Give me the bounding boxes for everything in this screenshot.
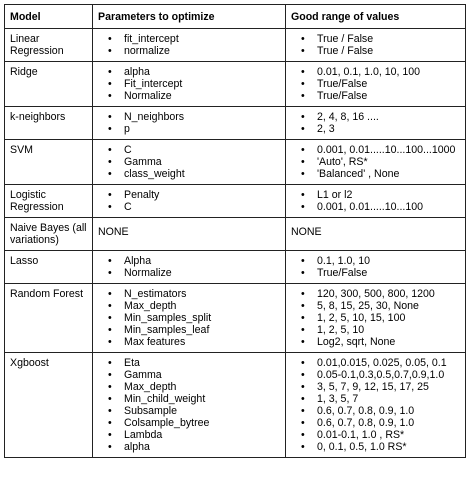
bullet-icon: • [108, 357, 112, 369]
values-item-text: L1 or l2 [317, 189, 353, 201]
table-body [5, 29, 466, 458]
list-item [291, 66, 460, 78]
list-item [291, 357, 460, 369]
bullet-icon: • [108, 267, 112, 279]
values-item-text: 2, 3 [317, 123, 335, 135]
values-item-text: True / False [317, 33, 374, 45]
values-item-text: 5, 8, 15, 25, 30, None [317, 300, 419, 312]
list-item [98, 417, 280, 429]
bullet-icon: • [301, 357, 305, 369]
list-item [291, 123, 460, 135]
model-cell: Linear Regression [5, 29, 93, 62]
bullet-icon: • [301, 381, 305, 393]
table-row [5, 185, 466, 218]
bullet-icon: • [301, 300, 305, 312]
bullet-icon: • [301, 369, 305, 381]
values-item-text: 0.6, 0.7, 0.8, 0.9, 1.0 [317, 405, 415, 417]
list-item [291, 168, 460, 180]
table-container [4, 4, 465, 458]
bullet-icon: • [108, 255, 112, 267]
list-item [98, 300, 280, 312]
values-cell [286, 140, 466, 185]
bullet-icon: • [301, 144, 305, 156]
bullet-icon: • [108, 78, 112, 90]
parameters-cell [93, 284, 286, 353]
parameters-item-text: Max features [124, 336, 186, 348]
bullet-icon: • [301, 417, 305, 429]
bullet-icon: • [108, 90, 112, 102]
values-item-text: True/False [317, 267, 368, 279]
bullet-icon: • [108, 300, 112, 312]
parameters-item-text: Colsample_bytree [124, 417, 210, 429]
bullet-icon: • [301, 429, 305, 441]
values-item-text: True / False [317, 45, 374, 57]
bullet-icon: • [301, 267, 305, 279]
list-item [291, 90, 460, 102]
bullet-icon: • [301, 288, 305, 300]
header-row [5, 5, 466, 29]
list-item [98, 144, 280, 156]
parameters-item-text: Subsample [124, 405, 177, 417]
values-item-text: 1, 3, 5, 7 [317, 393, 359, 405]
bullet-icon: • [108, 156, 112, 168]
values-item-text: 0.001, 0.01.....10...100...1000 [317, 144, 456, 156]
list-item [98, 255, 280, 267]
list-item [291, 201, 460, 213]
values-item-text: 0.001, 0.01.....10...100 [317, 201, 424, 213]
list-item [98, 66, 280, 78]
parameters-item-text: Fit_intercept [124, 78, 183, 90]
parameters-item-text: Normalize [124, 267, 172, 279]
bullet-icon: • [108, 441, 112, 453]
bullet-icon: • [301, 78, 305, 90]
values-list [291, 66, 460, 102]
values-item-text: 'Balanced' , None [317, 168, 400, 180]
parameters-item-text: Gamma [124, 369, 162, 381]
bullet-icon: • [108, 324, 112, 336]
parameters-item-text: Normalize [124, 90, 172, 102]
parameters-item-text: Min_child_weight [124, 393, 206, 405]
bullet-icon: • [108, 66, 112, 78]
bullet-icon: • [108, 429, 112, 441]
bullet-icon: • [108, 168, 112, 180]
parameters-item-text: fit_intercept [124, 33, 179, 45]
bullet-icon: • [301, 66, 305, 78]
values-cell [286, 107, 466, 140]
values-item-text: 0.1, 1.0, 10 [317, 255, 371, 267]
bullet-icon: • [301, 33, 305, 45]
bullet-icon: • [108, 405, 112, 417]
values-list [291, 288, 460, 348]
parameters-cell [93, 353, 286, 458]
list-item [98, 123, 280, 135]
bullet-icon: • [108, 201, 112, 213]
values-item-text: 0.05-0.1,0.3,0.5,0.7,0.9,1.0 [317, 369, 445, 381]
parameters-item-text: normalize [124, 45, 170, 57]
list-item [291, 381, 460, 393]
bullet-icon: • [108, 369, 112, 381]
parameters-cell [93, 251, 286, 284]
parameters-cell [93, 107, 286, 140]
parameters-item-text: alpha [124, 66, 150, 78]
parameters-item-text: Max_depth [124, 381, 177, 393]
parameters-cell [93, 140, 286, 185]
values-item-text: 1, 2, 5, 10 [317, 324, 365, 336]
parameters-list [98, 33, 280, 57]
values-cell [286, 251, 466, 284]
list-item [291, 441, 460, 453]
list-item [291, 405, 460, 417]
model-cell: Xgboost [5, 353, 93, 458]
parameters-item-text: N_neighbors [124, 111, 185, 123]
list-item [291, 189, 460, 201]
model-cell: Naive Bayes (all variations) [5, 218, 93, 251]
list-item [291, 144, 460, 156]
header-model: Model [5, 5, 93, 29]
values-item-text: True/False [317, 78, 368, 90]
header-values: Good range of values [286, 5, 466, 29]
parameters-list [98, 66, 280, 102]
bullet-icon: • [108, 381, 112, 393]
bullet-icon: • [108, 336, 112, 348]
table-row [5, 107, 466, 140]
bullet-icon: • [108, 33, 112, 45]
bullet-icon: • [108, 312, 112, 324]
list-item [98, 288, 280, 300]
parameters-item-text: N_estimators [124, 288, 187, 300]
list-item [98, 324, 280, 336]
parameters-none-text: NONE [98, 226, 129, 238]
bullet-icon: • [108, 45, 112, 57]
bullet-icon: • [301, 189, 305, 201]
list-item [98, 429, 280, 441]
values-item-text: 120, 300, 500, 800, 1200 [317, 288, 435, 300]
bullet-icon: • [301, 111, 305, 123]
bullet-icon: • [108, 417, 112, 429]
model-cell: Random Forest [5, 284, 93, 353]
list-item [291, 369, 460, 381]
table-row [5, 284, 466, 353]
list-item [291, 255, 460, 267]
bullet-icon: • [301, 312, 305, 324]
list-item [291, 267, 460, 279]
parameters-item-text: Penalty [124, 189, 160, 201]
bullet-icon: • [301, 90, 305, 102]
parameters-cell [93, 218, 286, 251]
list-item [98, 201, 280, 213]
values-item-text: True/False [317, 90, 368, 102]
table-row [5, 29, 466, 62]
list-item [291, 417, 460, 429]
model-cell: Lasso [5, 251, 93, 284]
bullet-icon: • [301, 156, 305, 168]
parameters-item-text: class_weight [124, 168, 185, 180]
parameters-cell [93, 185, 286, 218]
bullet-icon: • [108, 111, 112, 123]
parameters-list [98, 189, 280, 213]
list-item [291, 156, 460, 168]
list-item [98, 90, 280, 102]
values-list [291, 255, 460, 279]
values-list [291, 33, 460, 57]
list-item [291, 324, 460, 336]
parameters-list [98, 255, 280, 279]
values-list [291, 144, 460, 180]
values-item-text: 0.6, 0.7, 0.8, 0.9, 1.0 [317, 417, 415, 429]
bullet-icon: • [301, 45, 305, 57]
table-row [5, 62, 466, 107]
values-cell [286, 284, 466, 353]
list-item [291, 45, 460, 57]
parameters-item-text: Eta [124, 357, 140, 369]
values-list [291, 357, 460, 453]
bullet-icon: • [301, 336, 305, 348]
values-item-text: 2, 4, 8, 16 .... [317, 111, 379, 123]
list-item [291, 111, 460, 123]
values-item-text: Log2, sqrt, None [317, 336, 396, 348]
values-cell [286, 353, 466, 458]
values-cell [286, 218, 466, 251]
values-list [291, 111, 460, 135]
parameters-list [98, 288, 280, 348]
parameters-item-text: Min_samples_split [124, 312, 212, 324]
list-item [291, 429, 460, 441]
model-cell: SVM [5, 140, 93, 185]
model-cell: k-neighbors [5, 107, 93, 140]
values-item-text: 0, 0.1, 0.5, 1.0 RS* [317, 441, 407, 453]
table-row [5, 251, 466, 284]
list-item [98, 405, 280, 417]
table-row [5, 353, 466, 458]
values-cell [286, 29, 466, 62]
parameters-item-text: Min_samples_leaf [124, 324, 210, 336]
values-item-text: 3, 5, 7, 9, 12, 15, 17, 25 [317, 381, 429, 393]
values-list [291, 189, 460, 213]
list-item [98, 111, 280, 123]
list-item [98, 336, 280, 348]
list-item [291, 288, 460, 300]
bullet-icon: • [301, 201, 305, 213]
parameters-cell [93, 29, 286, 62]
model-cell: Logistic Regression [5, 185, 93, 218]
values-cell [286, 185, 466, 218]
bullet-icon: • [301, 123, 305, 135]
bullet-icon: • [301, 393, 305, 405]
hyperparameter-table [4, 4, 466, 458]
bullet-icon: • [301, 405, 305, 417]
parameters-item-text: C [124, 144, 132, 156]
list-item [98, 267, 280, 279]
bullet-icon: • [108, 189, 112, 201]
model-cell: Ridge [5, 62, 93, 107]
bullet-icon: • [301, 324, 305, 336]
list-item [98, 393, 280, 405]
table-row [5, 140, 466, 185]
parameters-list [98, 144, 280, 180]
list-item [98, 45, 280, 57]
bullet-icon: • [301, 168, 305, 180]
header-parameters: Parameters to optimize [93, 5, 286, 29]
bullet-icon: • [301, 441, 305, 453]
values-none-text: NONE [291, 226, 322, 238]
list-item [98, 33, 280, 45]
values-item-text: 0.01, 0.1, 1.0, 10, 100 [317, 66, 421, 78]
list-item [98, 357, 280, 369]
bullet-icon: • [108, 123, 112, 135]
list-item [98, 189, 280, 201]
parameters-item-text: p [124, 123, 130, 135]
list-item [98, 78, 280, 90]
list-item [98, 168, 280, 180]
parameters-item-text: Gamma [124, 156, 162, 168]
list-item [98, 381, 280, 393]
bullet-icon: • [108, 393, 112, 405]
values-item-text: 0.01-0.1, 1.0 , RS* [317, 429, 405, 441]
list-item [291, 393, 460, 405]
bullet-icon: • [108, 288, 112, 300]
values-item-text: 1, 2, 5, 10, 15, 100 [317, 312, 406, 324]
list-item [98, 312, 280, 324]
list-item [98, 369, 280, 381]
list-item [291, 33, 460, 45]
parameters-cell [93, 62, 286, 107]
list-item [291, 300, 460, 312]
parameters-item-text: Max_depth [124, 300, 177, 312]
list-item [98, 441, 280, 453]
parameters-item-text: C [124, 201, 132, 213]
list-item [291, 312, 460, 324]
bullet-icon: • [108, 144, 112, 156]
parameters-item-text: Alpha [124, 255, 152, 267]
list-item [291, 78, 460, 90]
parameters-list [98, 111, 280, 135]
parameters-item-text: alpha [124, 441, 150, 453]
values-cell [286, 62, 466, 107]
parameters-item-text: Lambda [124, 429, 163, 441]
parameters-list [98, 357, 280, 453]
table-row [5, 218, 466, 251]
values-item-text: 'Auto', RS* [317, 156, 368, 168]
values-item-text: 0.01,0.015, 0.025, 0.05, 0.1 [317, 357, 447, 369]
list-item [98, 156, 280, 168]
bullet-icon: • [301, 255, 305, 267]
list-item [291, 336, 460, 348]
